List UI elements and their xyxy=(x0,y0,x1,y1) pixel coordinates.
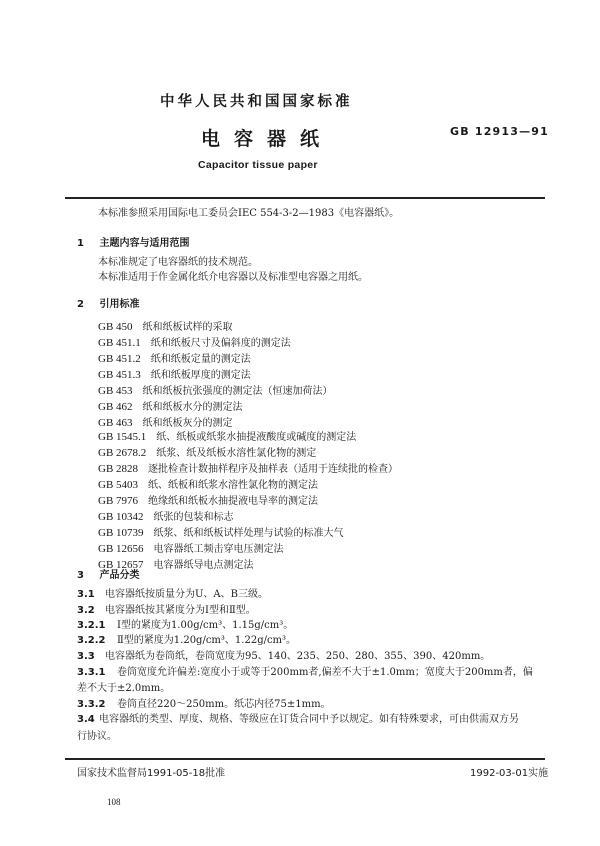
header-divider xyxy=(65,197,545,199)
reference-item xyxy=(98,366,251,381)
reference-item xyxy=(98,524,344,539)
clause-3-2-1 xyxy=(77,619,293,633)
reference-code: GB 463 xyxy=(98,417,133,429)
reference-item xyxy=(98,428,356,443)
clause-3-1 xyxy=(77,588,268,602)
reference-code: GB 451.1 xyxy=(98,337,141,349)
reference-code: GB 462 xyxy=(98,401,133,413)
clause-number: 3.2 xyxy=(77,605,95,616)
reference-name: 电容器纸导电点测定法 xyxy=(153,560,254,571)
document-title-en: Capacitor tissue paper xyxy=(198,159,318,171)
reference-name: 纸和纸板抗张强度的测定法（恒速加荷法） xyxy=(142,386,333,397)
reference-code: GB 10342 xyxy=(98,511,144,523)
national-standard-label: 中华人民共和国国家标准 xyxy=(160,94,353,110)
section-number: 2 xyxy=(77,299,84,310)
reference-name: 纸张的包装和标志 xyxy=(153,512,234,523)
reference-item xyxy=(98,414,233,429)
reference-code: GB 451.3 xyxy=(98,369,141,381)
clause-text: Ⅰ型的紧度为1.00g/cm³、1.15g/cm³。 xyxy=(117,620,294,631)
reference-name: 纸浆、纸和纸板试样处理与试验的标准大气 xyxy=(153,528,344,539)
reference-name: 纸和纸板尺寸及偏斜度的测定法 xyxy=(150,338,291,349)
section-1-heading xyxy=(77,234,189,249)
approval-date: 国家技术监督局1991-05-18批准 xyxy=(77,768,226,779)
reference-name: 电容器纸工频击穿电压测定法 xyxy=(153,544,284,555)
reference-item xyxy=(98,318,233,333)
reference-item xyxy=(98,460,398,475)
clause-number: 3.2.1 xyxy=(77,620,106,631)
reference-name: 绝缘纸和纸板水抽提液电导率的测定法 xyxy=(148,496,319,507)
reference-item xyxy=(98,444,316,459)
reference-code: GB 10739 xyxy=(98,527,144,539)
reference-code: GB 7976 xyxy=(98,495,139,507)
clause-number: 3.3.1 xyxy=(77,667,106,678)
clause-3-2-2 xyxy=(77,634,296,648)
reference-code: GB 453 xyxy=(98,385,133,397)
clause-number: 3.3 xyxy=(77,651,95,662)
page-number: 108 xyxy=(107,797,121,807)
paragraph: 本标准规定了电容器纸的技术规范。 xyxy=(98,257,258,268)
clause-number: 3.4 xyxy=(77,714,95,725)
clause-number: 3.1 xyxy=(77,589,95,600)
reference-item xyxy=(98,492,318,507)
reference-name: 纸、纸板或纸浆水抽提液酸度或碱度的测定法 xyxy=(156,432,357,443)
reference-name: 纸、纸板和纸浆水溶性氯化物的测定法 xyxy=(148,480,319,491)
section-number: 1 xyxy=(77,238,84,249)
reference-code: GB 2678.2 xyxy=(98,447,147,459)
effective-date: 1992-03-01实施 xyxy=(470,768,549,779)
reference-item xyxy=(98,350,251,365)
reference-item xyxy=(98,508,234,523)
clause-text: 电容器纸为卷筒纸，卷筒宽度为95、140、235、250、280、355、390、420mm。 xyxy=(105,651,491,662)
reference-name: 纸和纸板灰分的测定 xyxy=(142,418,233,429)
reference-item xyxy=(98,382,333,397)
reference-name: 纸和纸板水分的测定法 xyxy=(142,402,243,413)
section-number: 3 xyxy=(77,570,84,581)
section-title: 产品分类 xyxy=(99,570,140,581)
reference-item xyxy=(98,398,243,413)
clause-3-3-2 xyxy=(77,698,331,712)
section-3-heading xyxy=(77,566,139,581)
document-title-zh: 电容器纸 xyxy=(201,128,334,150)
reference-code: GB 12656 xyxy=(98,543,144,555)
reference-item xyxy=(98,540,284,555)
reference-code: GB 1545.1 xyxy=(98,431,147,443)
clause-3-3 xyxy=(77,650,490,664)
clause-continuation: 差不大于±2.0mm。 xyxy=(77,683,171,694)
reference-code: GB 2828 xyxy=(98,463,139,475)
clause-3-4 xyxy=(77,713,519,727)
clause-text: 电容器纸按质量分为U、A、B三级。 xyxy=(105,589,268,600)
section-title: 引用标准 xyxy=(99,299,140,310)
section-title: 主题内容与适用范围 xyxy=(99,238,190,249)
clause-3-3-1 xyxy=(77,666,533,680)
clause-3-2 xyxy=(77,604,256,618)
clause-text: 电容器纸按其紧度分为Ⅰ型和Ⅱ型。 xyxy=(105,605,256,616)
reference-name: 逐批检查计数抽样程序及抽样表（适用于连续批的检查） xyxy=(148,464,399,475)
reference-name: 纸和纸板定量的测定法 xyxy=(150,354,251,365)
reference-code: GB 450 xyxy=(98,321,133,333)
reference-name: 纸和纸板试样的采取 xyxy=(142,322,233,333)
clause-text: Ⅱ型的紧度为1.20g/cm³、1.22g/cm³。 xyxy=(117,635,297,646)
reference-code: GB 5403 xyxy=(98,479,139,491)
section-2-heading xyxy=(77,295,139,310)
standard-code: GB 12913—91 xyxy=(450,125,550,138)
paragraph: 本标准适用于作金属化纸介电容器以及标准型电容器之用纸。 xyxy=(98,272,368,283)
clause-text: 电容器纸的类型、厚度、规格、等级应在订货合同中予以规定。如有特殊要求，可由供需双方另 xyxy=(99,714,519,725)
reference-item xyxy=(98,476,318,491)
reference-item xyxy=(98,334,291,349)
intro-paragraph: 本标准参照采用国际电工委员会IEC 554-3-2—1983《电容器纸》。 xyxy=(98,208,400,219)
reference-code: GB 12657 xyxy=(98,559,144,571)
clause-text: 卷筒宽度允许偏差:宽度小于或等于200mm者,偏差不大于±1.0mm；宽度大于200mm者，偏 xyxy=(117,667,533,678)
reference-code: GB 451.2 xyxy=(98,353,141,365)
clause-continuation: 行协议。 xyxy=(77,731,117,742)
clause-number: 3.2.2 xyxy=(77,635,106,646)
reference-name: 纸浆、纸及纸板水溶性氯化物的测定 xyxy=(156,448,317,459)
clause-text: 卷筒直径220～250mm。纸芯内径75±1mm。 xyxy=(117,699,331,710)
clause-number: 3.3.2 xyxy=(77,699,106,710)
reference-name: 纸和纸板厚度的测定法 xyxy=(150,370,251,381)
footer-divider xyxy=(65,758,545,760)
